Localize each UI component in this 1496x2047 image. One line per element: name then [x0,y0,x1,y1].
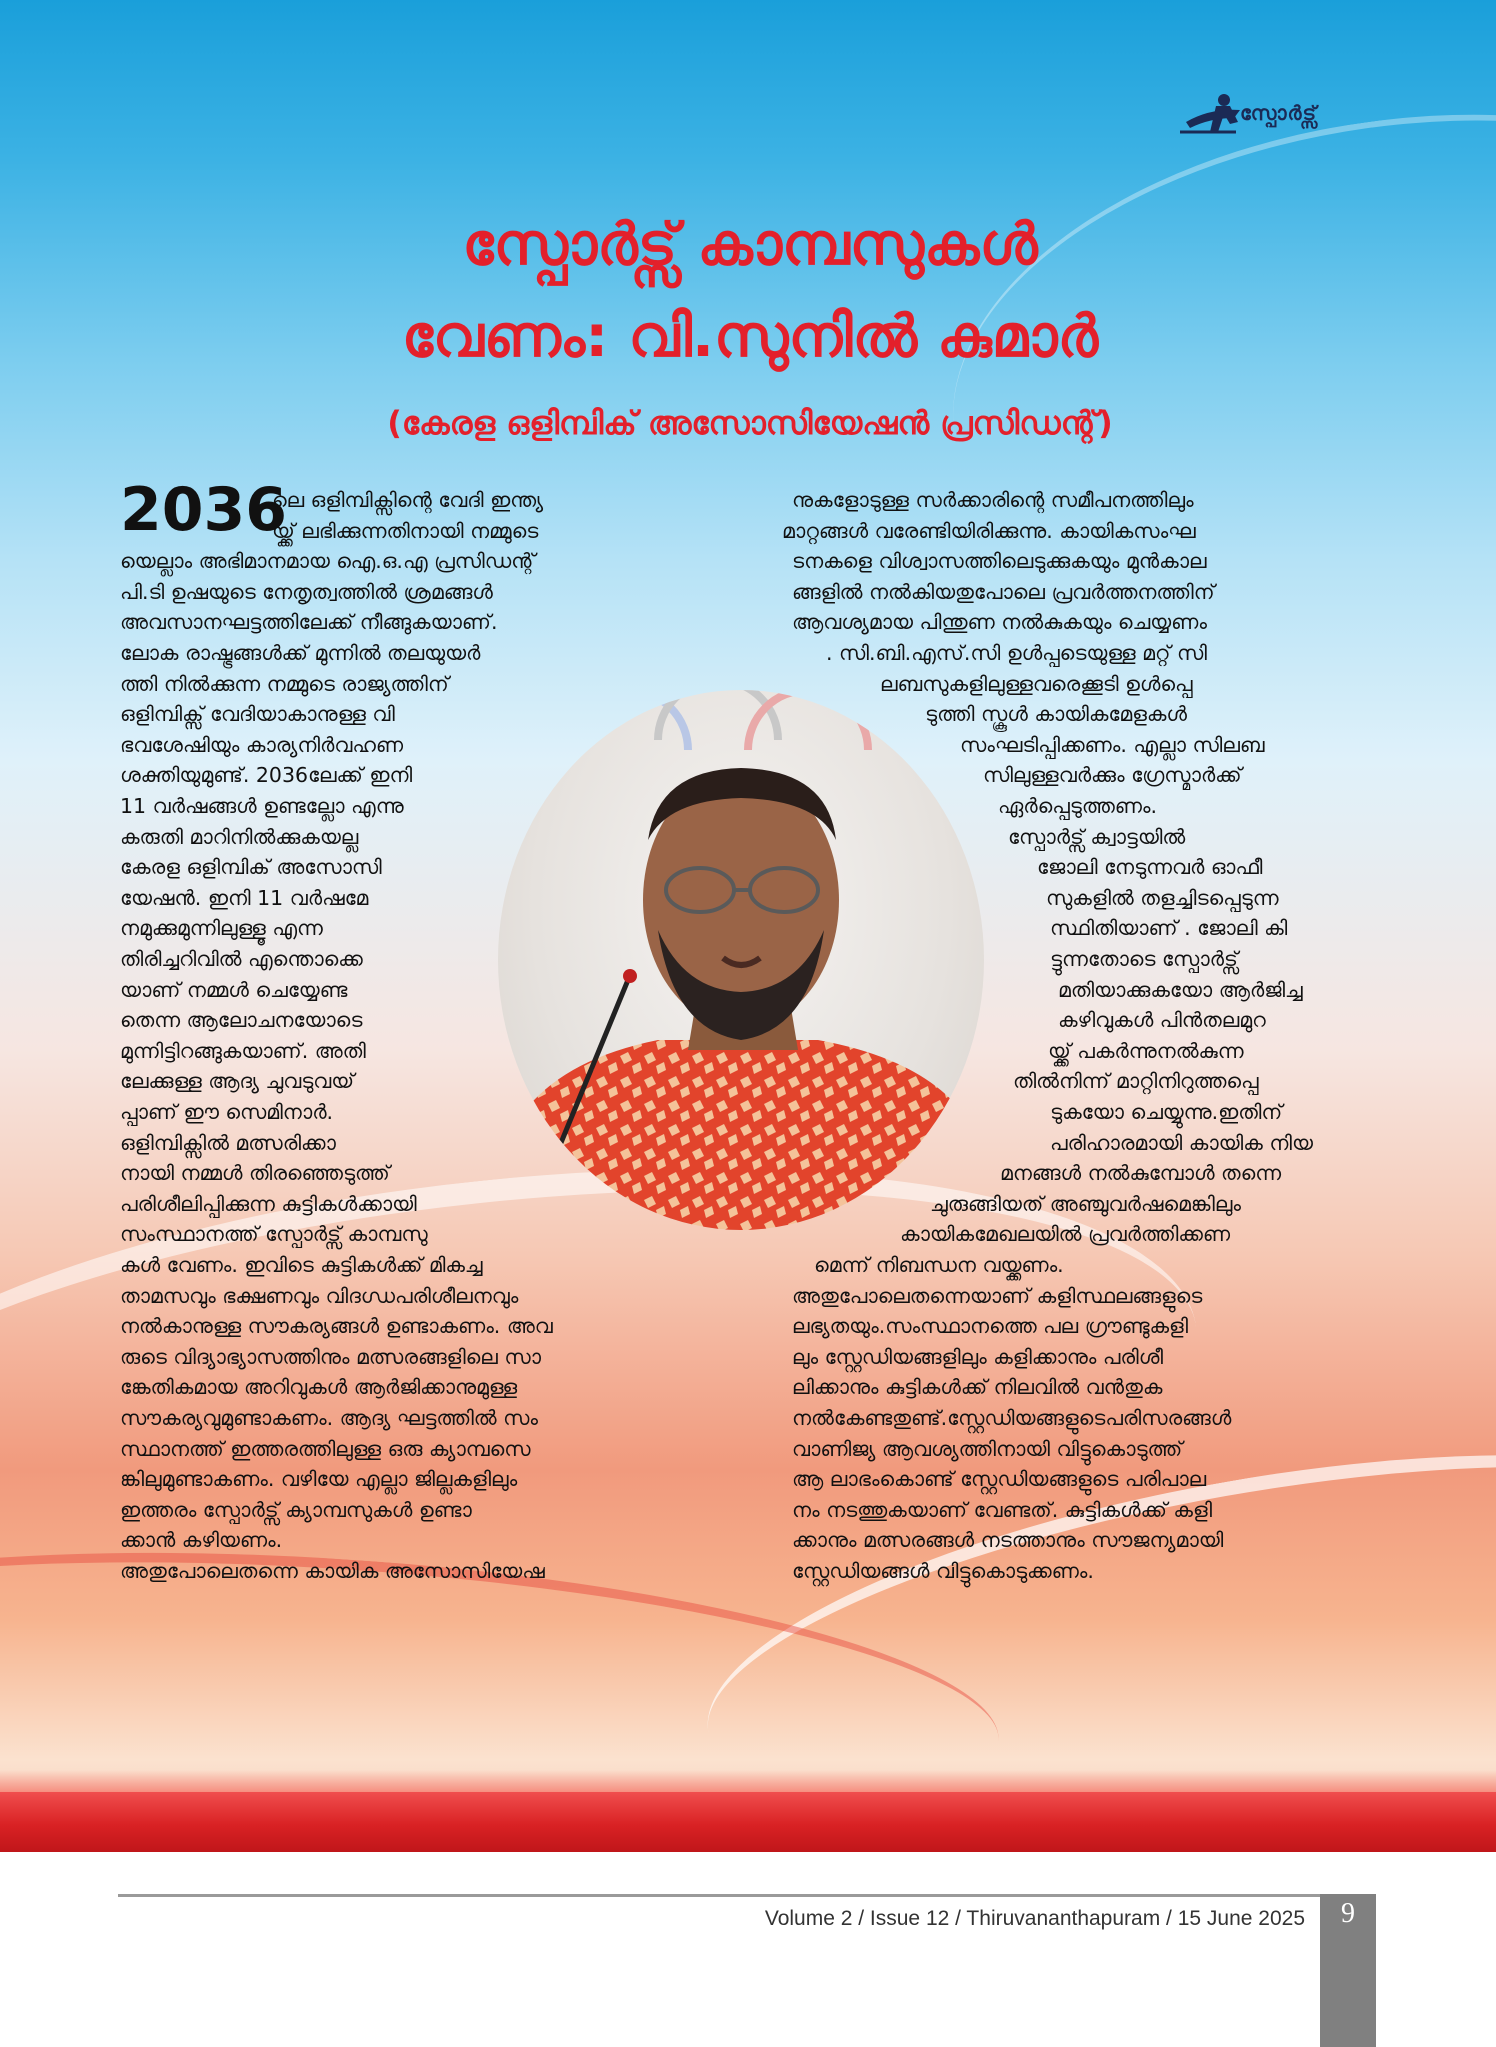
left-column-line: നമുക്കുമുന്നിലുള്ളൂ എന്ന [120,916,323,941]
right-column-line: സംഘടിപ്പിക്കണം. എല്ലാ സിലബ [960,732,1265,757]
footer-area [0,1852,1496,2047]
right-column-line: നം നടത്തുകയാണ് വേണ്ടത്. കുട്ടികൾക്ക് കളി [792,1497,1213,1522]
right-column-line: സ്റ്റേഡിയങ്ങൾ വിട്ടുകൊടുക്കണം. [792,1559,1094,1583]
right-column-line: അതുപോലെതന്നെയാണ് കളിസ്ഥലങ്ങളുടെ [792,1283,1203,1308]
title-line-1: സ്പോർട്സ് കാമ്പസുകൾ [462,210,1038,278]
right-column-line: ആവശ്യമായ പിന്തുണ നൽകുകയും ചെയ്യണം [792,610,1207,635]
portrait-illustration-icon [498,690,984,1230]
left-column-line: നൽകാനുള്ള സൗകര്യങ്ങൾ ഉണ്ടാകണം. അവ [120,1314,553,1339]
right-column-line: നൽകേണ്ടതുണ്ട്.സ്റ്റേഡിയങ്ങളുടെപരിസരങ്ങൾ [792,1406,1232,1430]
right-column-line: ലും സ്റ്റേഡിയങ്ങളിലും കളിക്കാനും പരിശീ [792,1344,1164,1369]
right-column-line: ടനകളെ വിശ്വാസത്തിലെടുക്കുകയും മുൻകാല [792,549,1207,574]
right-column-line: സുകളിൽ തളച്ചിടപ്പെടുന്ന [1046,885,1279,910]
right-column-line: ലഭ്യതയും.സംസ്ഥാനത്തെ പല ഗ്രൗണ്ടുകളി [792,1314,1189,1339]
left-column-line: നായി നമ്മൾ തിരഞ്ഞെടുത്ത് [120,1161,390,1186]
left-column-line: സ്ഥാനത്ത് ഇത്തരത്തിലുള്ള ഒരു ക്യാമ്പസെ [120,1436,531,1461]
left-column-line: പ്പാണ് ഈ സെമിനാർ. [120,1100,334,1124]
left-column-line: താമസവും ഭക്ഷണവും വിദഗ്ധപരിശീലനവും [120,1283,519,1308]
left-column-line: സംസ്ഥാനത്ത് സ്പോർട്സ് കാമ്പസു [120,1222,428,1247]
left-column-line: ഇത്തരം സ്പോർട്സ് ക്യാമ്പസുകൾ ഉണ്ടാ [120,1497,472,1522]
right-column-line: ചുരുങ്ങിയത് അഞ്ചുവർഷമെങ്കിലും [930,1191,1242,1216]
bottom-band-highlight [0,1770,1496,1794]
footer-rule [118,1894,1340,1897]
right-column-line: ട്ടുന്നതോടെ സ്പോർട്സ് [1050,947,1238,971]
left-column-line: കരുതി മാറിനിൽക്കുകയല്ല [120,824,359,849]
left-column-line: ഒളിമ്പിക്സിൽ മത്സരിക്കാ [120,1130,336,1155]
right-column-line: ഏർപ്പെടുത്തണം. [998,794,1158,818]
right-column-line: കായികമേഖലയിൽ പ്രവർത്തിക്കണ [900,1222,1231,1247]
right-column-line: നുകളോടുള്ള സർക്കാരിന്റെ സമീപനത്തിലും [792,488,1194,512]
right-column-line: മെന്ന് നിബന്ധന വയ്ക്കണം. [814,1253,1064,1277]
right-column-line: സിലുള്ളവർക്കും ഗ്രേസ്മാർക്ക് [983,763,1242,788]
left-column-line: രുടെ വിദ്യാഭ്യാസത്തിനും മത്സരങ്ങളിലെ സാ [120,1344,541,1369]
right-column-line: ലിക്കാനും കുട്ടികൾക്ക് നിലവിൽ വൻതുക [792,1375,1163,1400]
left-column-line: അവസാനഘട്ടത്തിലേക്ക് നീങ്ങുകയാണ്. [120,610,498,635]
page-number: 9 [1341,1898,1355,1929]
left-column-line: അതുപോലെതന്നെ കായിക അസോസിയേഷ [120,1559,545,1583]
right-column-line: ക്കാനും മത്സരങ്ങൾ നടത്താനും സൗജന്യമായി [792,1528,1224,1553]
right-column-line: സ്ഥിതിയാണ് . ജോലി കി [1050,916,1288,941]
right-column-line: തിൽനിന്ന് മാറ്റിനിറുത്തപ്പെ [1013,1069,1259,1094]
left-column-line: ങ്കേതികമായ അറിവുകൾ ആർജിക്കാനുമുള്ള [120,1375,518,1400]
left-column-line: കൾ വേണം. ഇവിടെ കുട്ടികൾക്ക് മികച്ച [120,1253,483,1277]
portrait-photo [498,690,984,1230]
right-column-line: മനങ്ങൾ നൽകുമ്പോൾ തന്നെ [1000,1161,1282,1186]
right-column-line: . സി.ബി.എസ്.സി ഉൾപ്പടെയുള്ള മറ്റ് സി [826,641,1207,665]
right-column-line: ങ്ങളിൽ നൽകിയതുപോലെ പ്രവർത്തനത്തിന് [792,579,1215,604]
left-column-line: ഭവശേഷിയും കാര്യനിർവഹണ [120,732,404,757]
left-column-line: മുന്നിട്ടിറങ്ങുകയാണ്. അതി [120,1038,366,1063]
right-column-line: ജോലി നേടുന്നവർ ഓഫീ [1037,855,1263,880]
left-column-line: യേഷൻ. ഇനി 11 വർഷമേ [120,885,369,910]
left-column-line: ലേക്കുള്ള ആദ്യ ചുവടുവയ് [120,1069,355,1094]
right-column-line: വാണിജ്യ ആവശ്യത്തിനായി വിട്ടുകൊടുത്ത് [792,1436,1183,1461]
article-title [200,198,1300,382]
left-column-line: തിരിച്ചറിവിൽ എന്തൊക്കെ [120,947,363,971]
left-column-line: പി.ടി ഉഷയുടെ നേതൃത്വത്തിൽ ശ്രമങ്ങൾ [120,579,493,604]
left-column-line: പരിശീലിപ്പിക്കുന്ന കുട്ടികൾക്കായി [120,1191,417,1216]
title-line-2: വേണം: വി.സുനിൽ കുമാർ [401,302,1099,370]
left-column-line: സൗകര്യവുമുണ്ടാകണം. ആദ്യ ഘട്ടത്തിൽ സം [120,1406,539,1430]
left-column-line: 11 വർഷങ്ങൾ ഉണ്ടല്ലോ എന്നു [120,794,404,818]
right-column-line: മതിയാക്കുകയോ ആർജിച്ച [1058,977,1303,1002]
left-column-line: ക്കാൻ കഴിയണം. [120,1528,283,1553]
right-column-line: സ്പോർട്സ് ക്വാട്ടയിൽ [1008,824,1186,849]
left-column-line: ലെ ഒളിമ്പിക്സിന്റെ വേദി ഇന്ത്യ [272,488,544,512]
drop-cap-year: 2036 [120,475,287,545]
right-column-line: ആ ലാഭംകൊണ്ട് സ്റ്റേഡിയങ്ങളുടെ പരിപാല [792,1467,1207,1492]
left-column-line: കേരള ഒളിമ്പിക് അസോസി [120,855,382,880]
left-column-line: ത്തി നിൽക്കുന്ന നമ്മുടെ രാജ്യത്തിന് [120,671,449,696]
right-column-line: ലബസുകളിലുള്ളവരെക്കൂടി ഉൾപ്പെ [880,671,1193,696]
right-column-line: യ്ക്ക് പകർന്നുനൽകുന്ന [1048,1038,1244,1063]
article-subtitle: (കേരള ഒളിമ്പിക് അസോസിയേഷൻ പ്രസിഡന്റ്) [387,404,1113,442]
left-column-line: ലോക രാഷ്ട്രങ്ങൾക്ക് മുന്നിൽ തലയുയർ [120,641,481,665]
left-column-line: ഒളിമ്പിക്സ് വേദിയാകാനുള്ള വി [120,702,395,727]
right-column-line: പരിഹാരമായി കായിക നിയ [1050,1130,1313,1155]
section-logo-text: സ്പോർട്സ് [1240,101,1318,125]
issue-info: Volume 2 / Issue 12 / Thiruvananthapuram / 15 June 2025 [764,1907,1305,1930]
right-column-line: കഴിവുകൾ പിൻതലമുറ [1058,1008,1266,1033]
left-column-line: തെന്ന ആലോചനയോടെ [120,1008,363,1033]
left-column-line: യ്ക്ക് ലഭിക്കുന്നതിനായി നമ്മുടെ [272,518,539,543]
right-column-line: ടുകയോ ചെയ്യുന്നു.ഇതിന് [1050,1100,1283,1124]
left-column-line: യാണ് നമ്മൾ ചെയ്യേണ്ട [120,977,348,1002]
left-column-line: ശക്തിയുമുണ്ട്. 2036ലേക്ക് ഇനി [120,763,413,788]
left-column-line: ങ്കിലുമുണ്ടാകണം. വഴിയേ എല്ലാ ജില്ലകളിലും [120,1467,518,1492]
left-column-line: യെല്ലാം അഭിമാനമായ ഐ.ഒ.എ പ്രസിഡന്റ് [120,549,536,574]
right-column-line: മാറ്റങ്ങൾ വരേണ്ടിയിരിക്കുന്നു. കായികസംഘ [782,518,1196,543]
bottom-red-band [0,1792,1496,1852]
right-column-line: ടുത്തി സ്കൂൾ കായികമേളകൾ [925,702,1188,727]
